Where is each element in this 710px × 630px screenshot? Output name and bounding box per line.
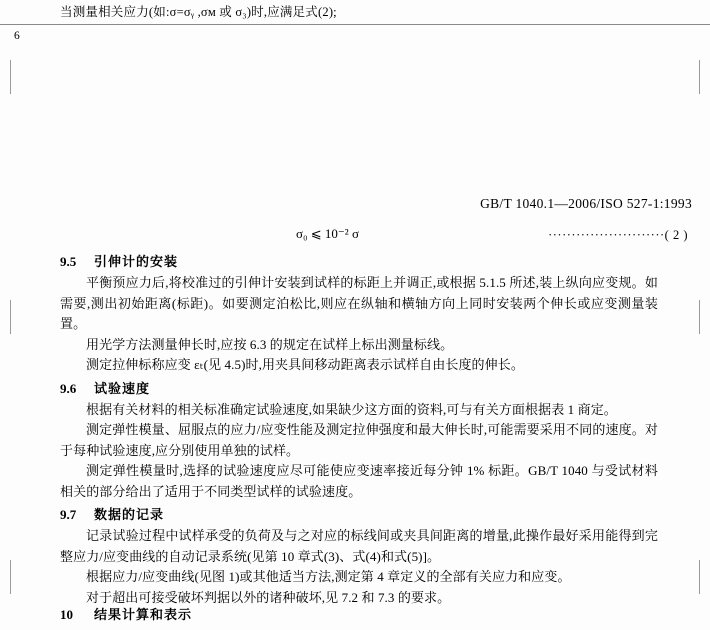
paragraph: 根据应力/应变曲线(见图 1)或其他适当方法,测定第 4 章定义的全部有关应力和应变。 <box>86 569 571 584</box>
margin-tick-left-bottom <box>10 560 11 594</box>
document-body <box>60 252 658 608</box>
margin-tick-right-bottom <box>699 560 700 594</box>
header-rule <box>0 24 710 25</box>
section-title: 数据的记录 <box>94 507 165 522</box>
formula-row <box>0 226 710 246</box>
paragraph: 测定弹性模量时,选择的试验速度应尽可能使应变速率接近每分钟 1% 标距。GB/T 1040 与受试材料相关的部分给出了适用于不同类型试样的试验速度。 <box>60 463 658 499</box>
section-heading-10 <box>60 604 192 623</box>
paragraph: 根据有关材料的相关标准确定试验速度,如果缺少这方面的资料,可与有关方面根据表 1 商定。 <box>86 401 617 417</box>
margin-tick-right-top <box>699 60 700 94</box>
section-heading-9-5 <box>60 252 658 272</box>
paragraph: 测定拉伸标称应变 εₜ(见 4.5)时,用夹具间移动距离表示试样自由长度的伸长。 <box>86 357 524 372</box>
paragraph: 记录试验过程中试样承受的负荷及与之对应的标线间或夹具间距离的增量,此操作最好采用能得到完整应力/应变曲线的自动记录系统(见第 10 章式(3)、式(4)和式(5)]。 <box>60 528 658 564</box>
paragraph: 对于超出可接受破坏判据以外的诸种破坏,见 7.2 和 7.3 的要求。 <box>86 589 451 605</box>
section-title: 结果计算和表示 <box>94 607 193 622</box>
section-number: 9.7 <box>60 507 77 522</box>
section-number: 9.6 <box>60 380 77 396</box>
margin-tick-right-mid <box>699 300 700 334</box>
margin-tick-left-top <box>10 60 11 94</box>
section-heading-9-6 <box>60 379 658 399</box>
top-running-note: 当测量相关应力(如:σ=σᵧ ,σᴍ 或 σ₃)时,应满足式(2); <box>60 5 337 19</box>
paragraph: 用光学方法测量伸长时,应按 6.3 的规定在试样上标出测量标线。 <box>86 336 454 352</box>
section-title: 试验速度 <box>94 380 151 396</box>
section-title: 引伸计的安装 <box>94 254 179 269</box>
paragraph: 测定弹性模量、屈服点的应力/应变性能及测定拉伸强度和最大伸长时,可能需要采用不同的速度。对于每种试验速度,应分别使用单独的试样。 <box>60 422 658 458</box>
paragraph: 平衡预应力后,将校准过的引伸计安装到试样的标距上并调正,或根据 5.1.5 所述,装上纵向应变规。如需要,测出初始距离(标距)。如要测定泊松比,则应在纵轴和横轴方向上同时安装两个伸长或应变测量装置。 <box>60 275 658 331</box>
section-number: 9.5 <box>60 254 77 269</box>
formula-number: ·························( 2 ) <box>548 228 688 242</box>
page-number: 6 <box>14 30 20 42</box>
section-number: 10 <box>60 607 73 622</box>
margin-tick-left-mid <box>10 300 11 334</box>
formula-expression: σ₀ ⩽ 10⁻² σ <box>296 226 359 241</box>
standard-header: GB/T 1040.1—2006/ISO 527-1:1993 <box>480 196 692 211</box>
section-heading-9-7 <box>60 505 658 525</box>
